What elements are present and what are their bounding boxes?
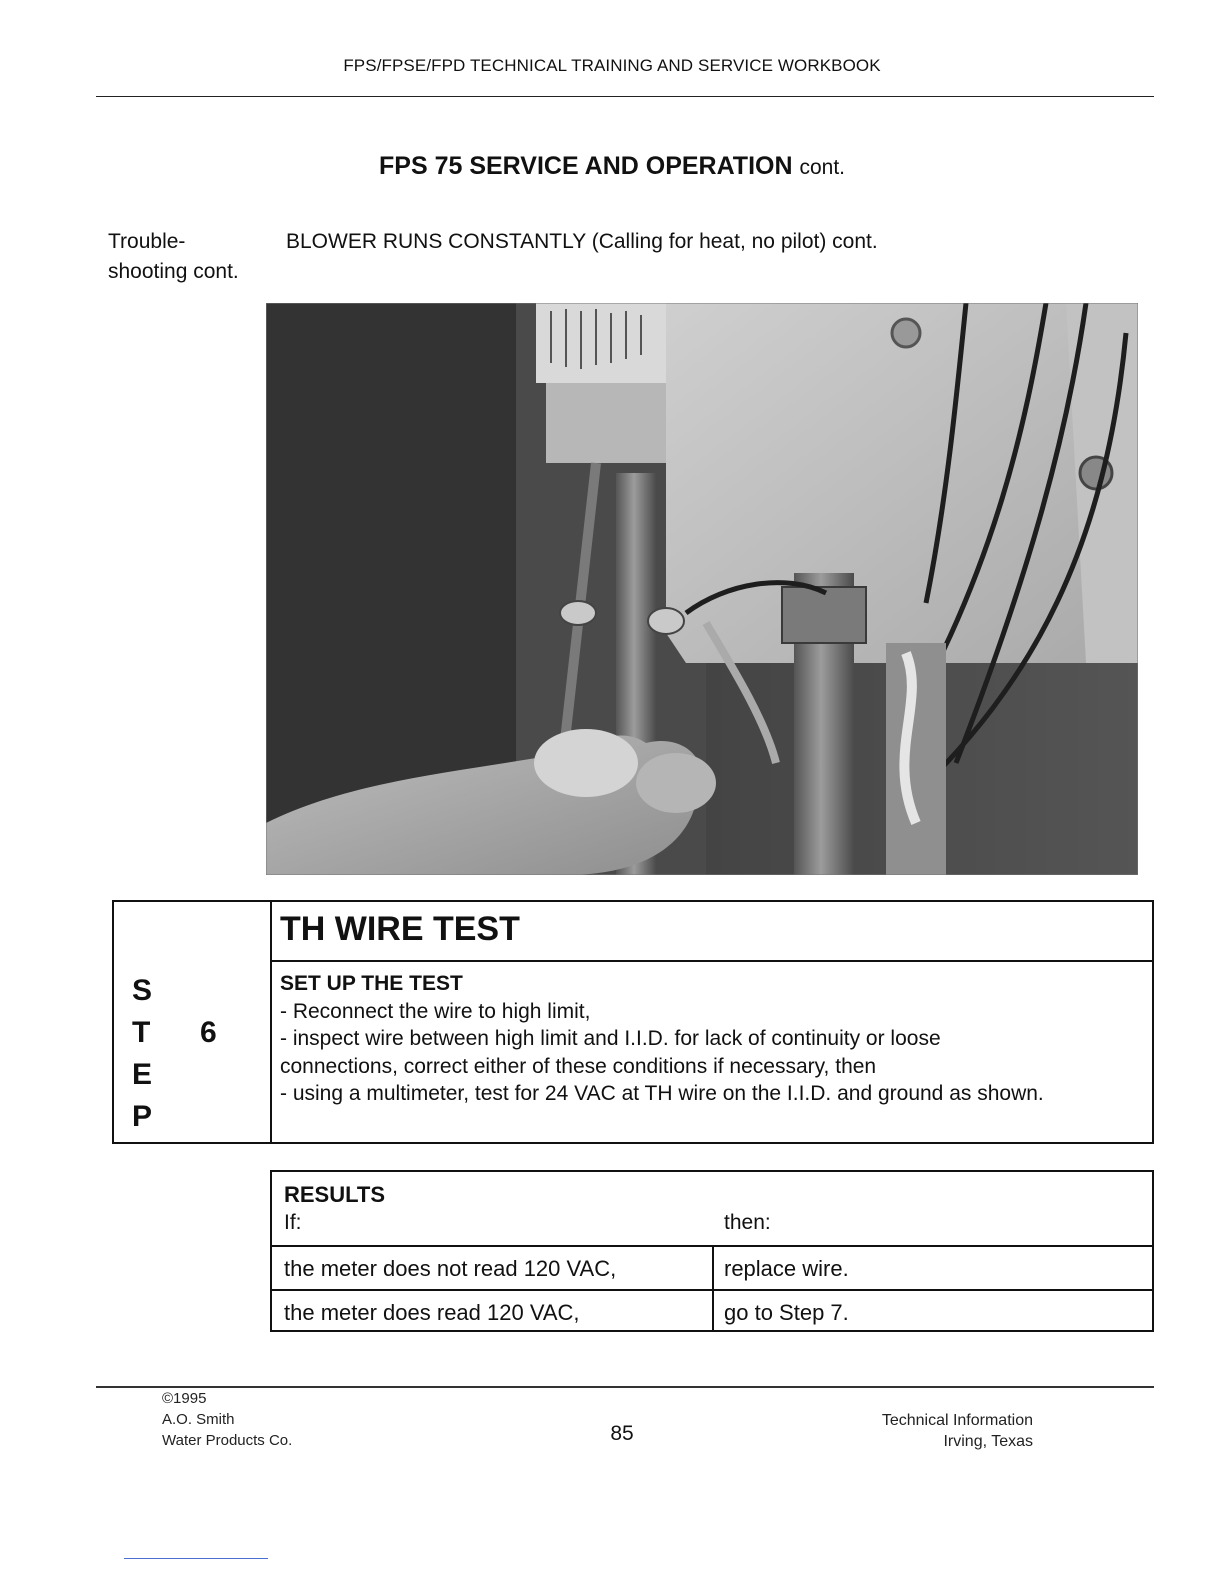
footer-company: A.O. Smith — [162, 1411, 235, 1428]
setup-line-2: - inspect wire between high limit and I.I.D. for lack of continuity or loose — [280, 1027, 941, 1050]
step-divider — [270, 900, 272, 1144]
step-letter-t: T — [132, 1016, 151, 1049]
results-if-label: If: — [284, 1211, 302, 1234]
setup-line-4: - using a multimeter, test for 24 VAC at TH wire on the I.I.D. and ground as shown. — [280, 1082, 1044, 1105]
header-rule — [96, 96, 1154, 97]
pipe-nut — [782, 587, 866, 643]
section-subheading: BLOWER RUNS CONSTANTLY (Calling for heat, no pilot) cont. — [286, 230, 878, 253]
result-row-2-then: go to Step 7. — [724, 1300, 849, 1325]
page-header: FPS/FPSE/FPD TECHNICAL TRAINING AND SERVICE WORKBOOK — [343, 56, 881, 75]
warning-label — [536, 303, 676, 383]
step-letter-e: E — [132, 1058, 153, 1091]
page-number: 85 — [610, 1422, 634, 1445]
side-note-line1: Trouble- — [108, 230, 186, 253]
footer-tech-info: Technical Information — [881, 1412, 1033, 1429]
result-row-1-then: replace wire. — [724, 1256, 849, 1281]
valve-body — [546, 383, 676, 463]
terminal-1 — [560, 601, 596, 625]
footer-copyright: ©1995 — [162, 1390, 207, 1407]
setup-instructions — [280, 970, 1148, 1108]
photo-illustration — [266, 303, 1138, 875]
title-main: FPS 75 SERVICE AND OPERATION — [379, 152, 793, 180]
step-title: TH WIRE TEST — [280, 910, 520, 948]
results-heading: RESULTS — [284, 1182, 386, 1207]
title-suffix: cont. — [799, 156, 845, 179]
blue-rule — [124, 1558, 268, 1559]
screw-top — [892, 319, 920, 347]
footer-company-division: Water Products Co. — [162, 1432, 293, 1449]
footer-right — [830, 1410, 1033, 1452]
side-note-line2: shooting cont. — [108, 260, 239, 283]
setup-heading: SET UP THE TEST — [280, 972, 463, 995]
finger — [636, 753, 716, 813]
side-note — [108, 227, 239, 287]
setup-line-1: - Reconnect the wire to high limit, — [280, 999, 591, 1023]
step-letter-p: P — [132, 1100, 153, 1133]
terminal-2 — [648, 608, 684, 634]
result-row-1-if: the meter does not read 120 VAC, — [284, 1256, 617, 1281]
result-row-2-if: the meter does read 120 VAC, — [284, 1300, 580, 1325]
step-letter-s: S — [132, 974, 153, 1007]
setup-line-3: connections, correct either of these conditions if necessary, then — [280, 1054, 877, 1078]
service-photo — [266, 303, 1138, 875]
step-title-rule — [270, 960, 1154, 962]
control-box — [666, 303, 1138, 663]
thumb — [534, 729, 638, 797]
results-then-label: then: — [724, 1211, 771, 1234]
page-title — [0, 152, 1224, 181]
results-divider — [712, 1245, 714, 1332]
footer-location: Irving, Texas — [943, 1433, 1033, 1450]
step-number: 6 — [200, 1016, 217, 1049]
